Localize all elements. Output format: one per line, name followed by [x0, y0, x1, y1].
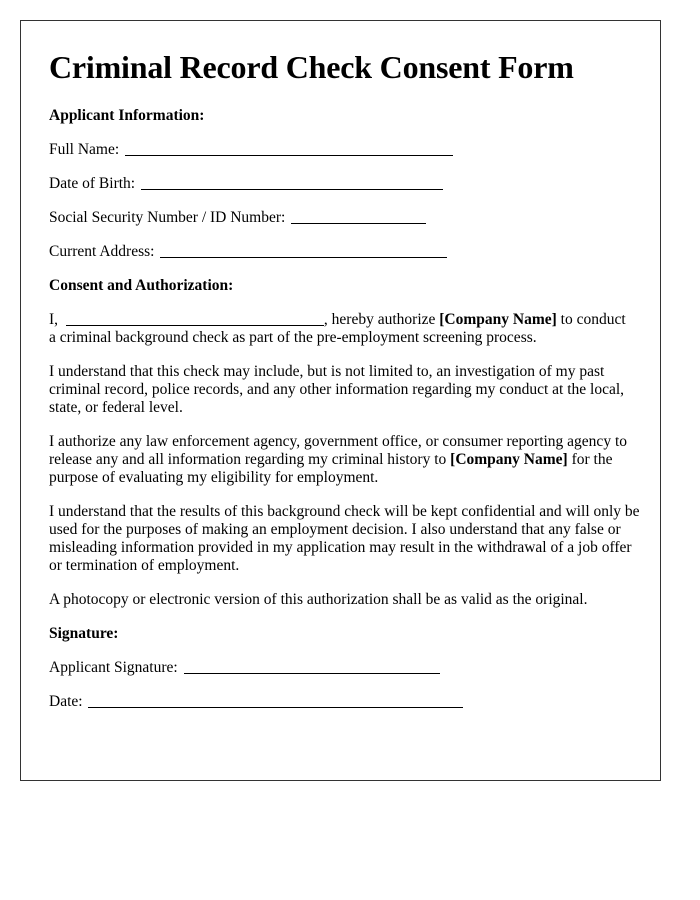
company-name-placeholder: [Company Name]: [439, 311, 557, 328]
signature-field[interactable]: [184, 672, 440, 674]
para3-before: I authorize any law enforcement agency, government office, or consumer reporting agency to release any and all information regarding my criminal history to: [49, 433, 627, 468]
applicant-info-heading: Applicant Information:: [49, 107, 205, 124]
signature-label: Applicant Signature:: [49, 659, 178, 676]
consent-paragraph-2: I understand that this check may include, but is not limited to, an investigation of my past criminal record, police records, and any other information regarding my conduct at the local, state, or federal level.: [49, 363, 625, 416]
consent-middle-text: , hereby authorize: [323, 311, 440, 328]
dob-row: [49, 175, 443, 193]
full-name-label: Full Name:: [49, 141, 120, 158]
consent-heading: Consent and Authorization:: [49, 277, 234, 294]
consent-name-field[interactable]: [66, 324, 324, 326]
signature-row: [49, 659, 440, 677]
ssn-field[interactable]: [291, 222, 426, 224]
address-label: Current Address:: [49, 243, 155, 260]
consent-suffix-text: to conduct: [556, 311, 626, 328]
dob-field[interactable]: [141, 188, 443, 190]
date-row: [49, 693, 463, 711]
consent-paragraph-1: [49, 311, 641, 347]
consent-prefix: I,: [49, 311, 59, 328]
consent-paragraph-5: A photocopy or electronic version of this authorization shall be as valid as the original.: [49, 591, 588, 608]
dob-label: Date of Birth:: [49, 175, 136, 192]
para3-after: for the purpose of evaluating my eligibility for employment.: [49, 451, 613, 486]
signature-heading: Signature:: [49, 625, 119, 642]
ssn-row: [49, 209, 426, 227]
page-title: Criminal Record Check Consent Form: [49, 49, 574, 85]
ssn-label: Social Security Number / ID Number:: [49, 209, 286, 226]
consent-paragraph-3: [49, 433, 641, 487]
date-label: Date:: [49, 693, 83, 710]
address-field[interactable]: [160, 256, 447, 258]
consent-paragraph-4: I understand that the results of this background check will be kept confidential and will only be used for the purposes of making an employment decision. I also understand that any false or misleading information provided in my application may result in the withdrawal of a job offer or termination of employment.: [49, 503, 640, 574]
date-field[interactable]: [88, 706, 463, 708]
full-name-field[interactable]: [125, 154, 453, 156]
full-name-row: [49, 141, 453, 159]
address-row: [49, 243, 447, 261]
consent-form: [20, 20, 661, 781]
company-name-placeholder: [Company Name]: [450, 451, 568, 468]
consent-line-2: a criminal background check as part of the pre-employment screening process.: [49, 329, 537, 346]
